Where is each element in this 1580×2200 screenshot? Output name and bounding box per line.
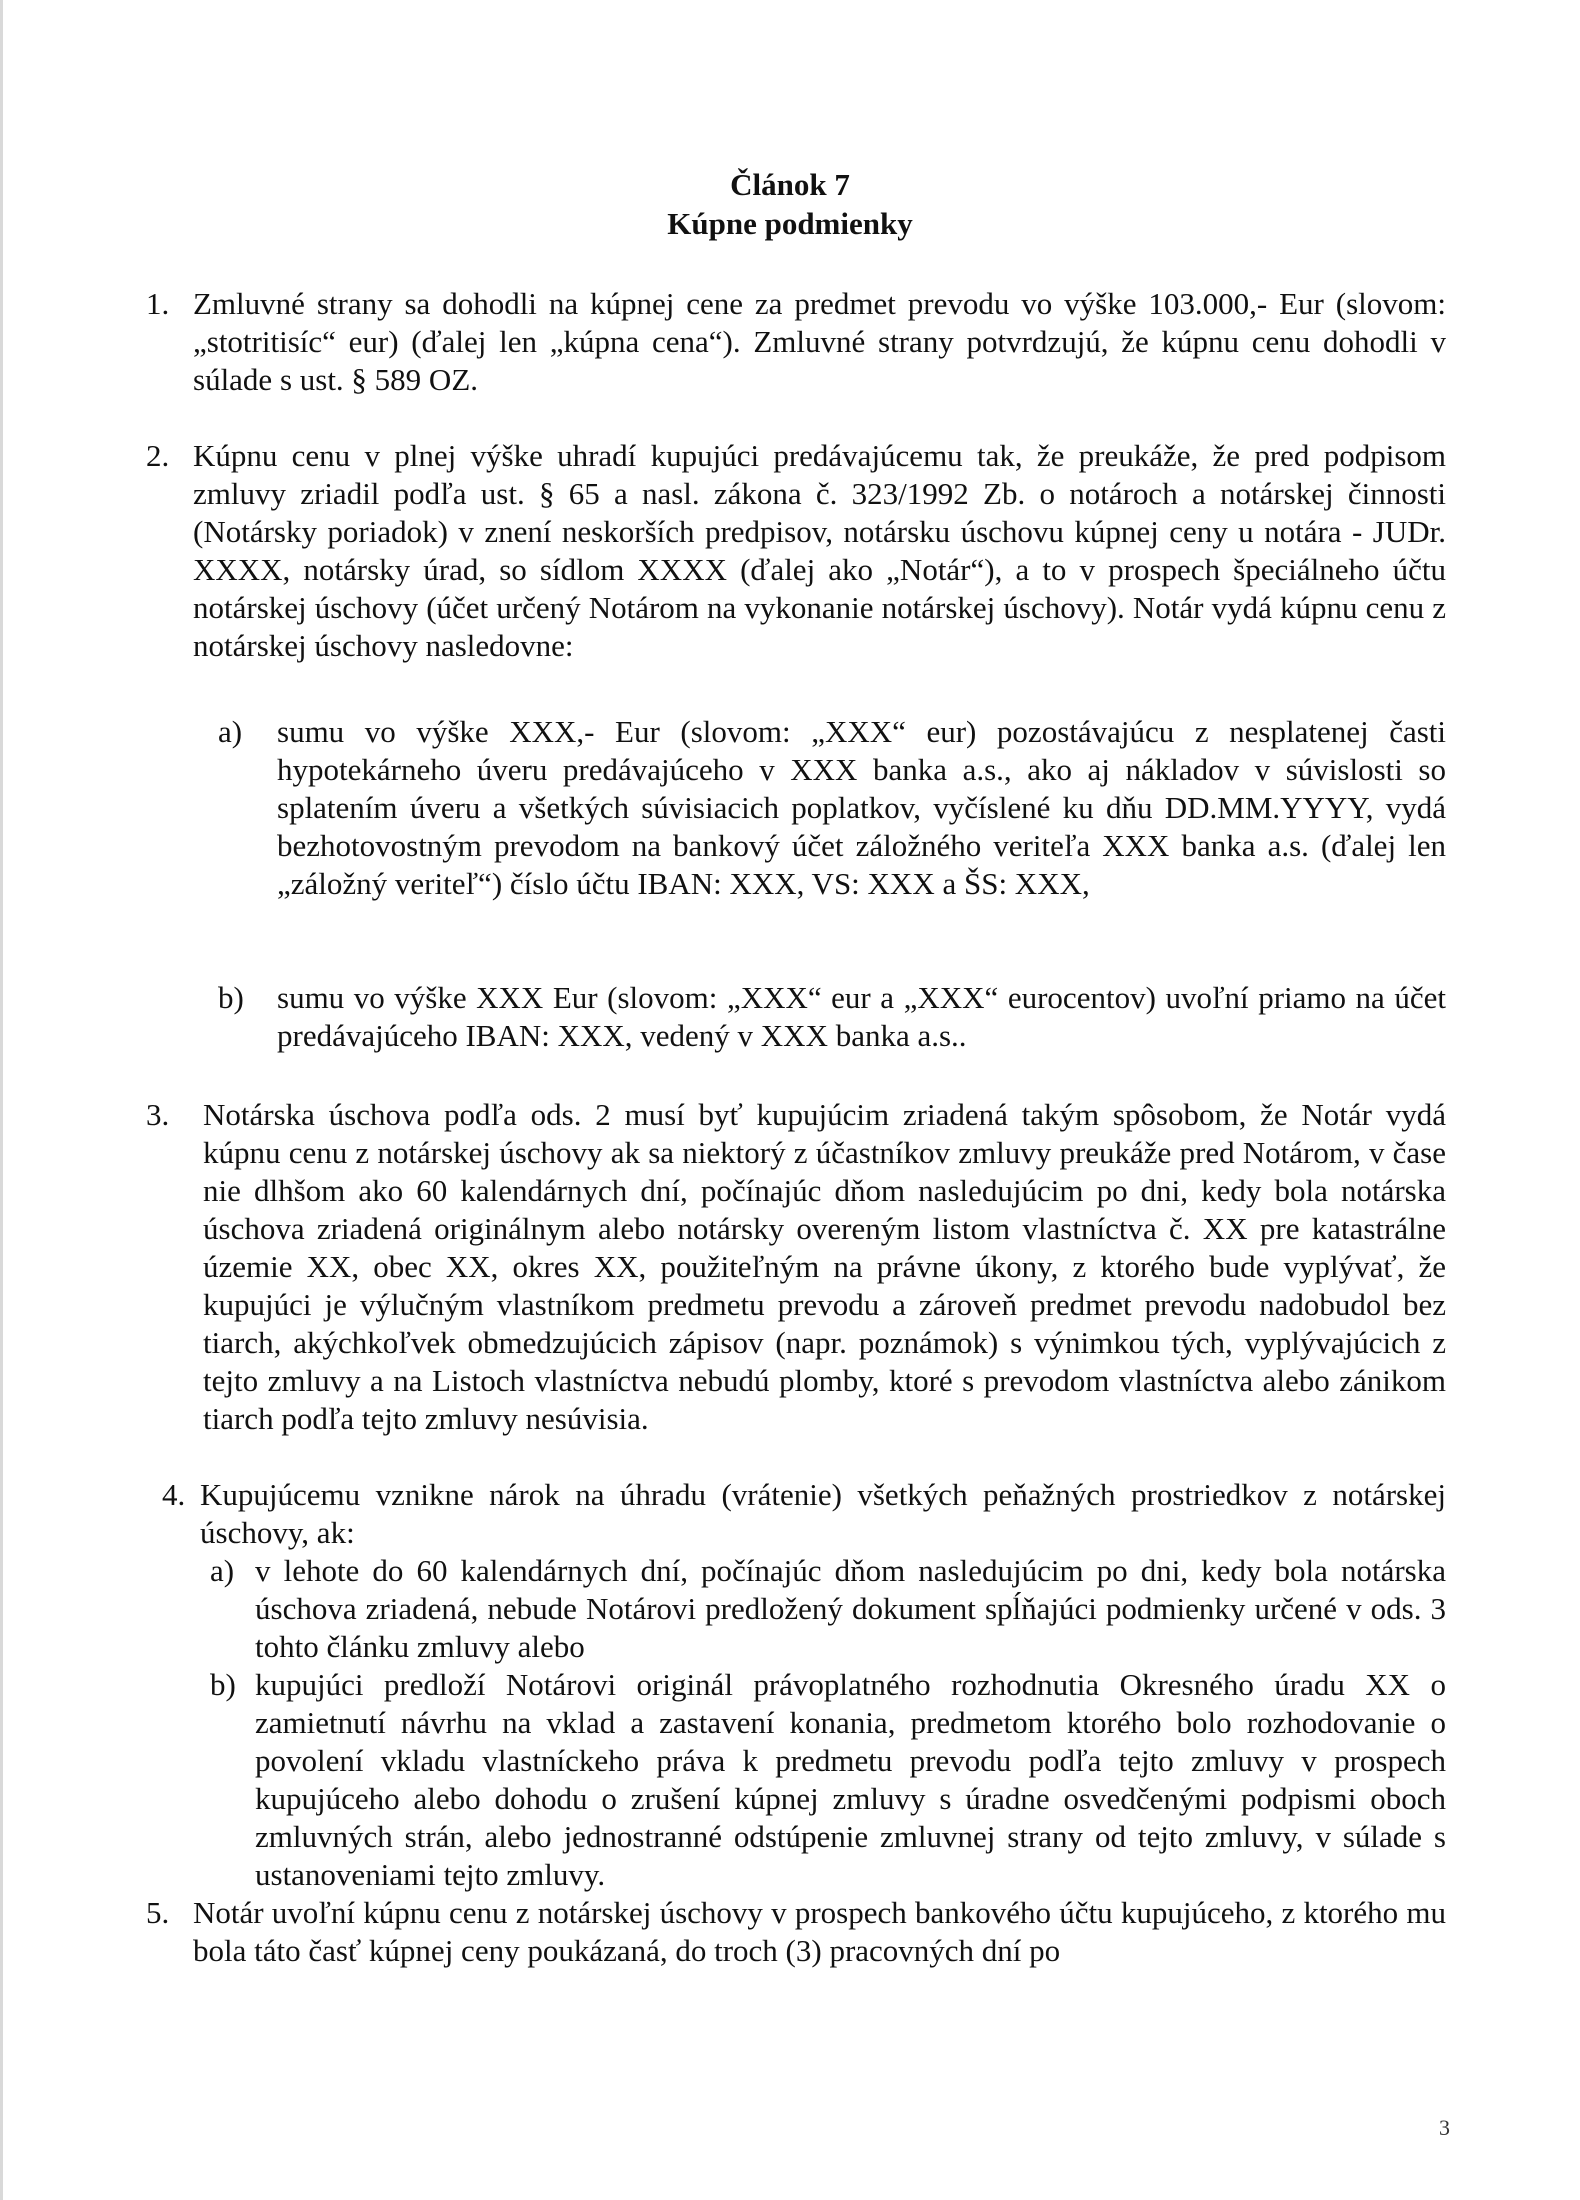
clause-number: 1. [146, 286, 170, 321]
clause-text: Notár uvoľní kúpnu cenu z notárskej úschovy v prospech bankového účtu kupujúceho, z ktorého mu bola táto časť kúpnej ceny poukázaná, do troch (3) pracovných dní po [193, 1895, 1446, 1968]
subclause-letter: a) [210, 1553, 235, 1588]
clause-number: 5. [146, 1895, 170, 1930]
subclause-text: kupujúci predloží Notárovi originál právoplatného rozhodnutia Okresného úradu XX o zamietnutí návrhu na vklad a zastavení konania, predmetom ktorého bolo rozhodovanie o povolení vkladu vlastníckeho práva k predmetu prevodu podľa tejto zmluvy v prospech kupujúceho alebo dohodu o zrušení kúpnej zmluvy s úradne osvedčenými podpismi oboch zmluvných strán, alebo jednostranné odstúpenie zmluvnej strany od tejto zmluvy, v súlade s ustanoveniami tejto zmluvy. [255, 1667, 1446, 1892]
clause-number: 4. [162, 1477, 186, 1512]
clause-number: 3. [146, 1097, 170, 1132]
article-subtitle: Kúpne podmienky [667, 206, 913, 241]
clause-text: Kupujúcemu vznikne nárok na úhradu (vrátenie) všetkých peňažných prostriedkov z notárskej úschovy, ak: [200, 1477, 1446, 1550]
subclause-letter: b) [218, 980, 244, 1015]
subclause-letter: a) [218, 714, 243, 749]
subclause-text: sumu vo výške XXX,- Eur (slovom: „XXX“ eur) pozostávajúcu z nesplatenej časti hypotekárneho úveru predávajúceho v XXX banka a.s., ako aj nákladov v súvislosti so splatením úveru a všetkých súvisiacich poplatkov, vyčíslené ku dňu DD.MM.YYYY, vydá bezhotovostným prevodom na bankový účet záložného veriteľa XXX banka a.s. (ďalej len „záložný veriteľ“) číslo účtu IBAN: XXX, VS: XXX a ŠS: XXX, [277, 714, 1446, 901]
page-edge [0, 0, 3, 2200]
page-number: 3 [1439, 2115, 1450, 2140]
subclause-letter: b) [210, 1667, 236, 1702]
clause-number: 2. [146, 438, 170, 473]
clause-text: Zmluvné strany sa dohodli na kúpnej cene za predmet prevodu vo výške 103.000,- Eur (slovom: „stotritisíc“ eur) (ďalej len „kúpna cena“). Zmluvné strany potvrdzujú, že kúpnu cenu dohodli v súlade s ust. § 589 OZ. [193, 286, 1446, 397]
subclause-text: sumu vo výške XXX Eur (slovom: „XXX“ eur a „XXX“ eurocentov) uvoľní priamo na účet predávajúceho IBAN: XXX, vedený v XXX banka a.s.. [277, 980, 1446, 1053]
subclause-text: v lehote do 60 kalendárnych dní, počínajúc dňom nasledujúcim po dni, kedy bola notárska úschova zriadená, nebude Notárovi predložený dokument spĺňajúci podmienky určené v ods. 3 tohto článku zmluvy alebo [255, 1553, 1446, 1664]
clause-text: Notárska úschova podľa ods. 2 musí byť kupujúcim zriadená takým spôsobom, že Notár vydá kúpnu cenu z notárskej úschovy ak sa niektorý z účastníkov zmluvy preukáže pred Notárom, v čase nie dlhšom ako 60 kalendárnych dní, počínajúc dňom nasledujúcim po dni, kedy bola notárska úschova zriadená originálnym alebo notársky overeným listom vlastníctva č. XX pre katastrálne územie XX, obec XX, okres XX, použiteľným na právne úkony, z ktorého bude vyplývať, že kupujúci je výlučným vlastníkom predmetu prevodu a zároveň predmet prevodu nadobudol bez tiarch, akýchkoľvek obmedzujúcich zápisov (napr. poznámok) s výnimkou tých, vyplývajúcich z tejto zmluvy a na Listoch vlastníctva nebudú plomby, ktoré s prevodom vlastníctva alebo zánikom tiarch podľa tejto zmluvy nesúvisia. [203, 1097, 1446, 1436]
article-title: Článok 7 [730, 167, 850, 202]
clause-text: Kúpnu cenu v plnej výške uhradí kupujúci predávajúcemu tak, že preukáže, že pred podpisom zmluvy zriadil podľa ust. § 65 a nasl. zákona č. 323/1992 Zb. o notároch a notárskej činnosti (Notársky poriadok) v znení neskorších predpisov, notársku úschovu kúpnej ceny u notára - JUDr. XXXX, notársky úrad, so sídlom XXXX (ďalej ako „Notár“), a to v prospech špeciálneho účtu notárskej úschovy (účet určený Notárom na vykonanie notárskej úschovy). Notár vydá kúpnu cenu z notárskej úschovy nasledovne: [193, 438, 1446, 663]
